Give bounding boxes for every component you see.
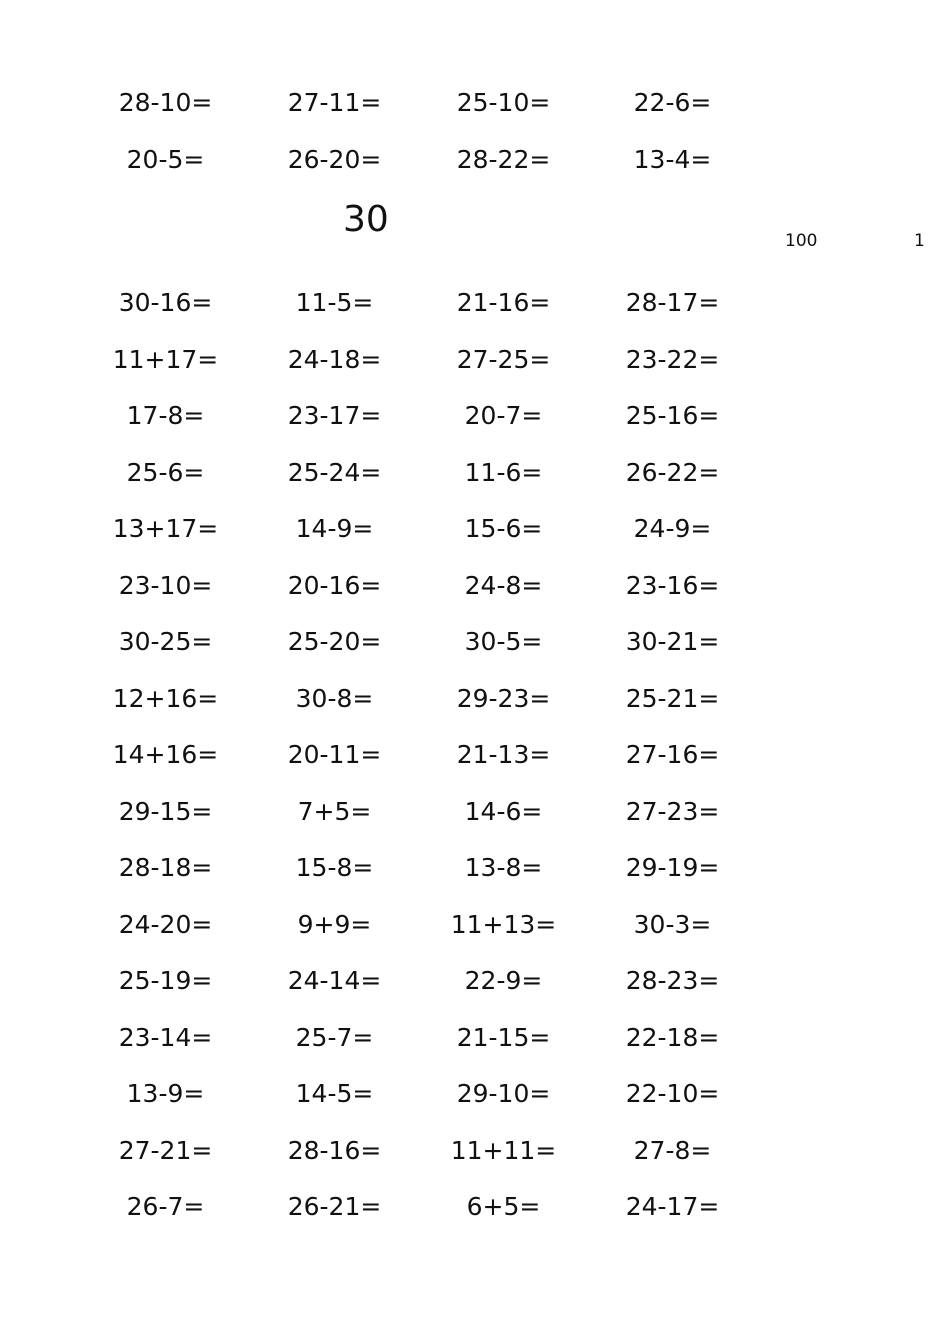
math-problem: 14-6= (464, 796, 543, 826)
math-problem: 22-9= (464, 966, 543, 995)
math-problem: 28-18= (118, 853, 213, 882)
math-problem: 25-20= (287, 627, 382, 656)
top-problem-grid (81, 90, 756, 203)
math-problem: 21-16= (456, 288, 551, 317)
math-problem: 20-11= (287, 740, 382, 769)
math-problem: 15-8= (295, 853, 374, 882)
math-problem: 25-6= (126, 457, 205, 487)
math-problem: 24-20= (118, 909, 213, 939)
math-problem: 26-7= (126, 1192, 205, 1221)
math-problem: 21-15= (456, 1022, 551, 1052)
math-problem: 24-17= (625, 1192, 720, 1221)
math-problem: 30-8= (295, 683, 374, 713)
math-problem: 30-21= (625, 627, 720, 656)
math-problem: 14+16= (112, 740, 219, 769)
math-problem: 15-6= (464, 514, 543, 543)
math-problem: 24-8= (464, 570, 543, 600)
problem-count: 100 (785, 231, 818, 251)
math-problem: 29-10= (456, 1079, 551, 1108)
math-problem: 24-9= (633, 514, 712, 543)
math-problem: 28-22= (456, 144, 551, 174)
math-problem: 22-10= (625, 1079, 720, 1108)
math-problem: 25-10= (456, 88, 551, 117)
math-problem: 6+5= (466, 1192, 541, 1221)
math-problem: 27-8= (633, 1135, 712, 1165)
math-problem: 27-25= (456, 344, 551, 374)
math-problem: 14-9= (295, 514, 374, 543)
math-problem: 27-23= (625, 796, 720, 826)
math-problem: 11+11= (450, 1135, 557, 1165)
math-problem: 27-11= (287, 88, 382, 117)
math-problem: 28-17= (625, 288, 720, 317)
math-problem: 13+17= (112, 514, 219, 543)
math-problem: 30-25= (118, 627, 213, 656)
math-problem: 13-8= (464, 853, 543, 882)
math-problem: 12+16= (112, 683, 219, 713)
math-problem: 26-20= (287, 144, 382, 174)
math-problem: 17-8= (126, 401, 205, 430)
math-problem: 25-21= (625, 683, 720, 713)
math-problem: 25-16= (625, 401, 720, 430)
math-problem: 30-16= (118, 288, 213, 317)
math-problem: 14-5= (295, 1079, 374, 1108)
math-problem: 29-19= (625, 853, 720, 882)
math-problem: 23-14= (118, 1022, 213, 1052)
math-problem: 11+13= (450, 909, 557, 939)
math-problem: 26-22= (625, 457, 720, 487)
math-problem: 13-9= (126, 1079, 205, 1108)
math-problem: 21-13= (456, 740, 551, 769)
math-problem: 20-5= (126, 144, 205, 174)
page-number: 1 (914, 231, 925, 251)
math-problem: 22-6= (633, 88, 712, 117)
math-problem: 7+5= (297, 796, 372, 826)
math-problem: 20-7= (464, 401, 543, 430)
math-problem: 11+17= (112, 344, 219, 374)
problem-grid (81, 290, 756, 1251)
math-problem: 27-21= (118, 1135, 213, 1165)
math-problem: 22-18= (625, 1022, 720, 1052)
math-problem: 30-3= (633, 909, 712, 939)
math-problem: 9+9= (297, 909, 372, 939)
math-problem: 30-5= (464, 627, 543, 656)
math-problem: 25-24= (287, 457, 382, 487)
math-problem: 23-17= (287, 401, 382, 430)
math-problem: 29-15= (118, 796, 213, 826)
math-problem: 23-22= (625, 344, 720, 374)
math-problem: 23-16= (625, 570, 720, 600)
math-problem: 27-16= (625, 740, 720, 769)
math-problem: 11-6= (464, 457, 543, 487)
math-problem: 24-18= (287, 344, 382, 374)
worksheet-title: 30 (343, 199, 389, 240)
math-problem: 25-7= (295, 1022, 374, 1052)
math-problem: 28-16= (287, 1135, 382, 1165)
math-problem: 25-19= (118, 966, 213, 995)
math-problem: 28-10= (118, 88, 213, 117)
math-problem: 20-16= (287, 570, 382, 600)
math-problem: 24-14= (287, 966, 382, 995)
math-problem: 23-10= (118, 570, 213, 600)
math-problem: 26-21= (287, 1192, 382, 1221)
math-problem: 29-23= (456, 683, 551, 713)
math-problem: 28-23= (625, 966, 720, 995)
math-problem: 13-4= (633, 144, 712, 174)
math-problem: 11-5= (295, 288, 374, 317)
